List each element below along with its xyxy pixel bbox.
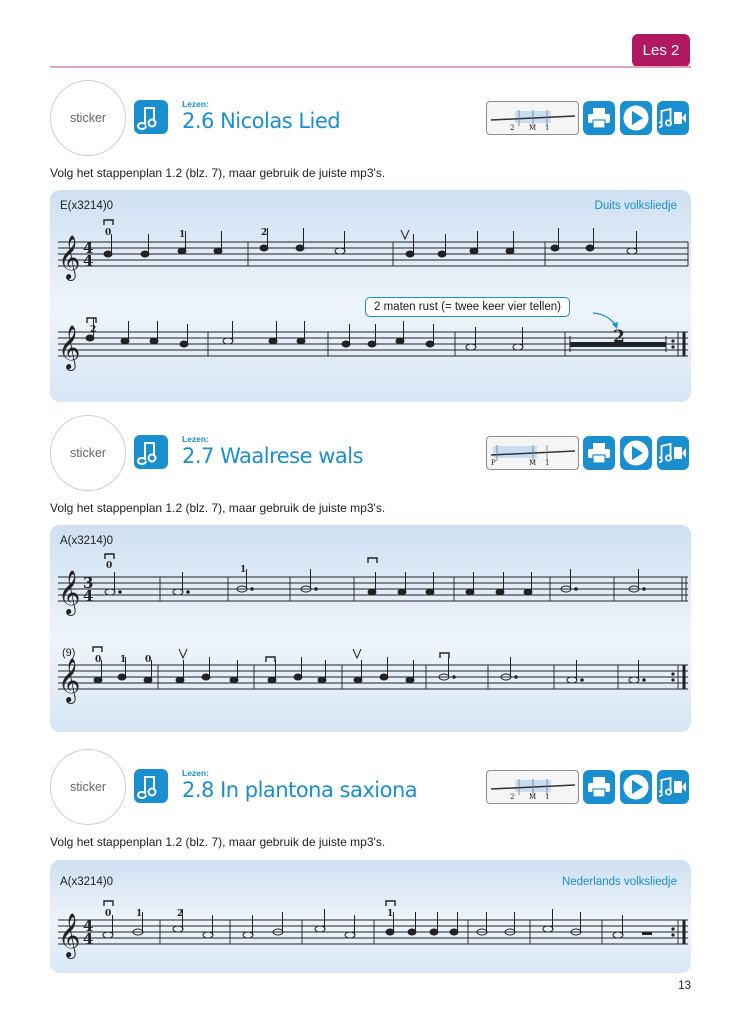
violin-icon[interactable] [486,770,579,804]
fingering: 1 [179,230,186,240]
score-panel [50,860,691,973]
fingering: 0 [106,561,113,571]
instruction-text: Volg het stappenplan 1.2 (blz. 7), maar gebruik de juiste mp3's. [50,501,386,515]
svg-text:𝄞: 𝄞 [58,913,81,957]
sheet-music [50,190,691,402]
video-button[interactable] [657,436,689,470]
time-signature-bottom: 4 [83,587,94,605]
score-panel [50,190,691,402]
lezen-label: Lezen: [182,99,209,109]
time-signature-top: 4 [83,917,94,935]
origin-label: Duits volksliedje [594,200,677,212]
fingering: 2 [90,325,97,335]
sticker-placeholder: sticker [50,415,126,491]
music-note-icon [134,435,168,469]
instruction-text: Volg het stappenplan 1.2 (blz. 7), maar gebruik de juiste mp3's. [50,166,386,180]
time-signature-top: 3 [83,574,94,592]
treble-clef: 𝄞 [58,235,81,279]
origin-label: Nederlands volksliedje [561,876,677,888]
sheet-music [50,860,691,973]
header-divider [50,66,691,68]
score-panel [50,525,691,732]
song-title: 2.7 Waalrese wals [182,444,364,468]
lezen-label: Lezen: [182,434,209,444]
sheet-music [50,525,691,732]
fingering: 2 [261,228,268,238]
play-icon [622,439,650,467]
song-title: 2.6 Nicolas Lied [182,109,341,133]
fingering: 1 [240,565,247,575]
printer-icon [587,107,611,129]
tuning-label: A(x3214)0 [60,535,114,547]
time-signature-bottom: 4 [83,252,94,270]
sticker-placeholder: sticker [50,749,126,825]
play-button[interactable] [620,770,652,804]
violin-label: P [491,459,496,467]
violin-label: 1 [545,124,550,132]
print-button[interactable] [583,101,615,135]
lezen-label: Lezen: [182,768,209,778]
print-button[interactable] [583,436,615,470]
fingering: 0 [105,909,112,919]
play-button[interactable] [620,101,652,135]
tuning-label: E(x3214)0 [60,200,114,212]
violin-label: 2 [510,793,515,801]
violin-label: M [529,459,537,467]
video-icon [659,775,687,799]
printer-icon [587,776,611,798]
video-icon [659,106,687,130]
rest-callout: 2 maten rust (= twee keer vier tellen) [365,297,570,317]
print-button[interactable] [583,770,615,804]
fingering: 0 [145,655,152,665]
printer-icon [587,442,611,464]
play-button[interactable] [620,436,652,470]
fingering: 0 [95,655,102,665]
svg-text:𝄞: 𝄞 [58,658,81,702]
video-button[interactable] [657,101,689,135]
violin-label: 2 [510,124,515,132]
fingering: 1 [136,909,143,919]
violin-icon[interactable] [486,436,579,470]
multirest-count: 2 [613,327,625,347]
song-title: 2.8 In plantona saxiona [182,778,418,802]
fingering: 1 [387,909,394,919]
fingering: 2 [177,909,184,919]
page-number: 13 [678,980,691,992]
play-icon [622,104,650,132]
video-icon [659,441,687,465]
violin-label: 1 [545,459,550,467]
tuning-label: A(x3214)0 [60,876,114,888]
sticker-placeholder: sticker [50,80,126,156]
video-button[interactable] [657,770,689,804]
fingering: 1 [120,655,127,665]
violin-label: M [529,124,537,132]
violin-label: 1 [545,793,550,801]
time-signature-top: 4 [83,239,94,257]
music-note-icon [134,769,168,803]
treble-clef: 𝄞 [58,325,81,369]
lesson-badge: Les 2 [632,34,690,67]
violin-icon[interactable] [486,101,579,135]
half-rest [642,932,652,935]
time-signature-bottom: 4 [83,930,94,948]
fingering: 0 [105,228,112,238]
music-note-icon [134,100,168,134]
violin-label: M [529,793,537,801]
measure-number: (9) [62,647,76,659]
svg-text:𝄞: 𝄞 [58,570,81,614]
instruction-text: Volg het stappenplan 1.2 (blz. 7), maar gebruik de juiste mp3's. [50,835,386,849]
play-icon [622,773,650,801]
